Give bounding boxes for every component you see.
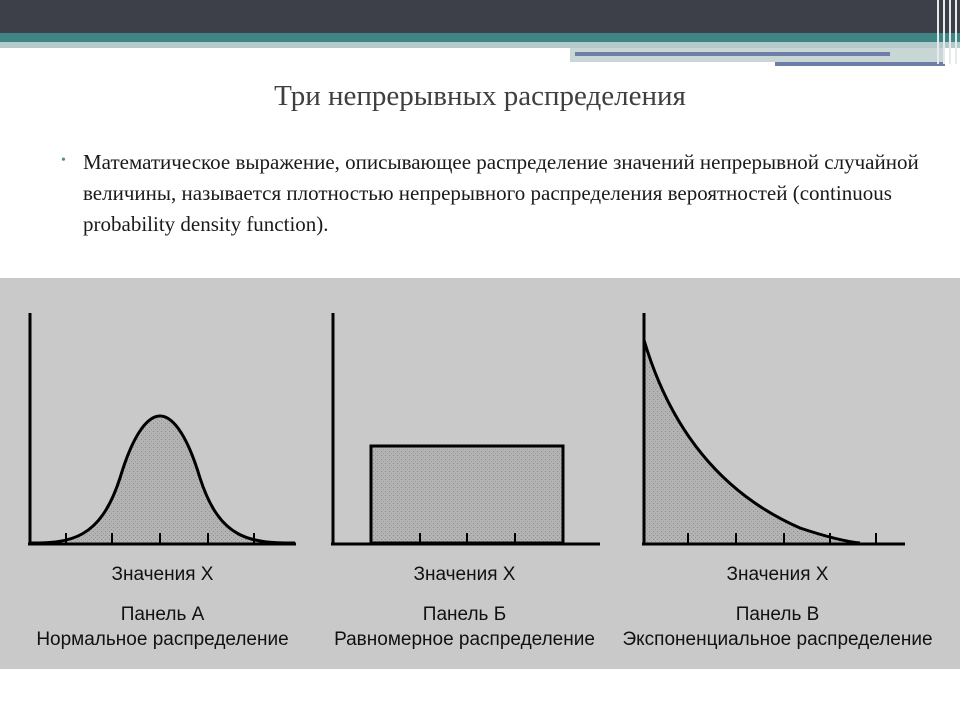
header-line xyxy=(575,52,890,56)
panel-a-label: Панель А xyxy=(120,604,205,625)
panel-c-axis-label: Значения X xyxy=(726,564,829,585)
panel-b-dist-name: Равномерное распределение xyxy=(334,629,595,650)
bullet-dot-icon: • xyxy=(61,153,66,168)
panel-b-label: Панель Б xyxy=(422,604,507,625)
panel-b-uniform-plot xyxy=(331,313,600,545)
panel-c-exponential-plot xyxy=(642,313,905,545)
panel-a-axis-label: Значения X xyxy=(111,564,214,585)
panel-c-label: Панель В xyxy=(735,604,820,625)
uniform-block xyxy=(371,446,563,543)
bullet-text: Математическое выражение, описывающее распределение значений непрерывной случайной величины, называется плотностью непрерывного распределения вероятностей (continuous probability density function). xyxy=(83,150,919,236)
panel-a-dist-name: Нормальное распределение xyxy=(36,629,289,650)
normal-curve-fill xyxy=(30,416,295,543)
header-stripes xyxy=(935,0,957,64)
panel-b-axis-label: Значения X xyxy=(413,564,516,585)
panel-a-normal-plot xyxy=(28,313,296,545)
panel-c-dist-name: Экспоненциальное распределение xyxy=(622,629,933,650)
header-accent-bar xyxy=(0,33,960,42)
header-bar xyxy=(0,0,960,33)
exponential-curve-fill xyxy=(644,340,860,543)
slide-title: Три непрерывных распределения xyxy=(274,80,686,112)
header-line-short xyxy=(775,62,945,66)
distribution-figure xyxy=(0,278,960,669)
